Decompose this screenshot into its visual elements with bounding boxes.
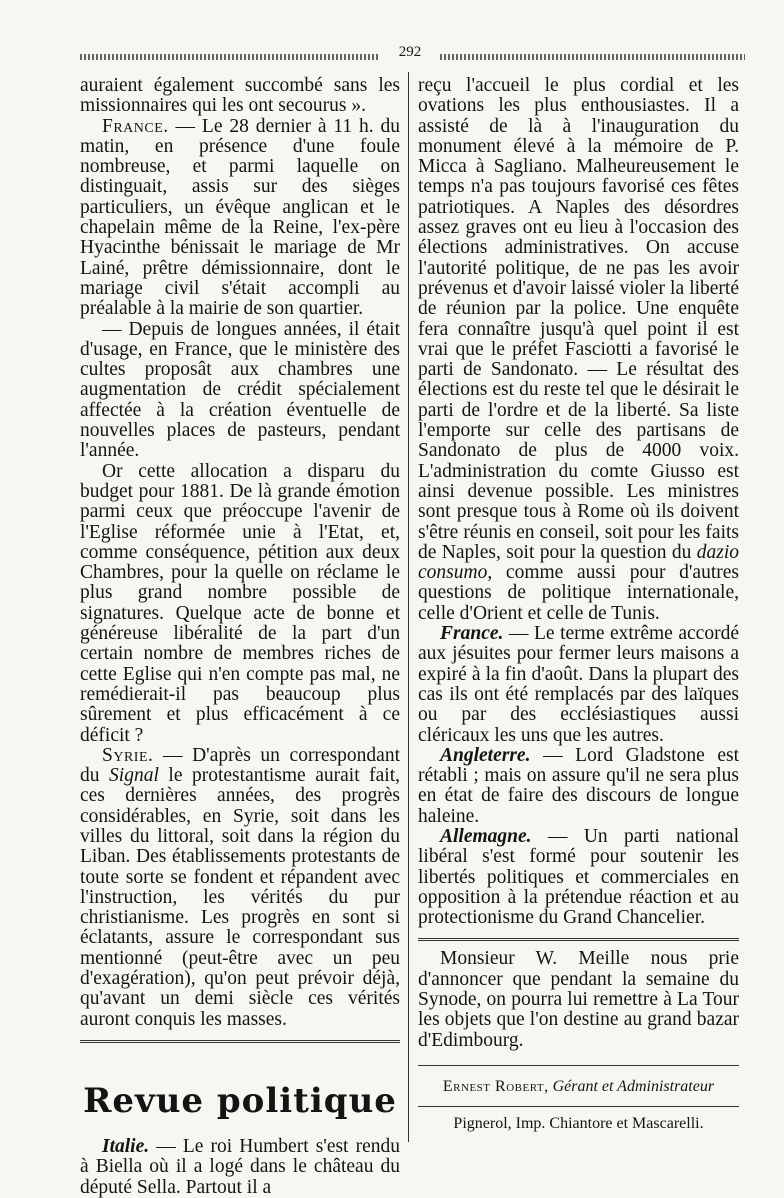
- notice-paragraph: Monsieur W. Meille nous prie d'annoncer que pendant la semaine du Synode, on pourra lui remettre à La Tour les objets que l'on destine au grand bazar d'Edimbourg.: [418, 948, 739, 1051]
- left-column: [80, 76, 400, 1198]
- column-divider: [408, 72, 409, 1142]
- paragraph-syrie: [80, 746, 400, 1030]
- paragraph-text: — Un parti national libéral s'est formé pour soutenir les libertés politiques et commerciales en opposition à la prétendue réaction et au protectionisme du Grand Chancelier.: [418, 825, 739, 929]
- section-separator: [80, 1040, 400, 1043]
- paragraph-france: [418, 624, 739, 746]
- right-column: [418, 76, 739, 1135]
- newspaper-name: Signal: [109, 765, 159, 787]
- section-label: Angleterre.: [440, 744, 531, 766]
- paragraph-allemagne: [418, 827, 739, 928]
- paragraph-text: — Le terme extrême accordé aux jésuites pour fermer leurs maisons a expiré à la fin d'août. Dans la plupart des cas ils ont été remplacés par des laïques ou par des ecclésiastiques aussi cléricaux les uns que les autres.: [418, 623, 739, 746]
- page-header: [80, 44, 745, 66]
- paragraph-text: reçu l'accueil le plus cordial et les ovations les plus enthousiastes. Il a assisté de là à l'inauguration du monument élevé à la mémoire de P. Micca à Sagliano. Malheureusement le temps n'a pas toujours favorisé ces fêtes patriotiques. A Naples des désordres assez graves ont eu lieu à l'occasion des élections administratives. On accuse l'autorité politique, de ne pas les avoir prévenus et d'avoir laissé violer la liberté de réunion par la police. Une enquête fera connaître jusqu'à quel point il est vrai que le préfet Fasciotti a favorisé le parti de Sandonato. — Le résultat des élections est du reste tel que le désirait le parti de l'ordre et de la liberté. Sa liste l'emporte sur celle des partisans de Sandonato de plus de 4000 voix. L'administration du comte Giusso est ainsi devenue possible. Les ministres sont presque tous à Rome où ils doivent s'être réunis en conseil, soit pour les faits de Naples, soit pour la question du: [418, 75, 739, 563]
- ornamental-rule: [440, 54, 745, 60]
- section-label: France.: [440, 623, 504, 645]
- section-label: Allemagne.: [440, 825, 532, 847]
- signature-line: [418, 1076, 739, 1098]
- paragraph-text: — Lord Gladstone est rétabli ; mais on assure qu'il ne sera plus en état de faire des discours de longue haleine.: [418, 744, 739, 827]
- paragraph-text: — Le 28 dernier à 11 h. du matin, en présence d'une foule nombreuse, et parmi laquelle on distinguait, assis sur des sièges particuliers, un évêque anglican et le chapelain même de la Reine, l'ex-père Hyacinthe bénissait le mariage de Mr Lainé, prêtre démissionnaire, dont le mariage civil s'était accompli au préalable à la mairie de son quartier.: [80, 115, 400, 320]
- paragraph-angleterre: [418, 746, 739, 827]
- paragraph-italie: [80, 1137, 400, 1198]
- paragraph-france: [80, 117, 400, 320]
- divider: [418, 1106, 739, 1107]
- paragraph-text: le protestantisme aurait fait, ces dernières années, des progrès considérables, en Syrie, soit dans les villes du littoral, soit dans la région du Liban. Des établissements protestants de toute sorte se fondent et répandent avec l'instruction, les vérités du pur christianisme. Les progrès en sont si éclatants, assure le correspondant sus mentionné (peut-être avec un peu d'exagération), qu'on peut prévoir déjà, qu'avant un demi siècle ces vérités auront conquis les masses.: [80, 765, 401, 1030]
- paragraph: — Depuis de longues années, il était d'usage, en France, que le ministère des cultes proposât aux chambres une augmentation de crédit spécialement affectée à la création éventuelle de nouvelles places de pasteurs, pendant l'année.: [80, 318, 400, 462]
- section-label: Syrie.: [102, 744, 154, 766]
- paragraph-text: — Le roi Humbert s'est rendu à Biella où il a logé dans le château du député Sella. Partout il a: [80, 1135, 400, 1198]
- page-number: 292: [398, 44, 422, 60]
- paragraph-text: — D'après un correspondant du: [80, 744, 400, 787]
- divider: [418, 1065, 739, 1066]
- printer-line: Pignerol, Imp. Chiantore et Mascarelli.: [453, 1114, 704, 1132]
- paragraph-text: , comme aussi pour d'autres questions de politique internationale, celle d'Orient et celle de Tunis.: [418, 562, 739, 624]
- section-title: Revue politique: [83, 1080, 397, 1121]
- ornamental-rule: [80, 54, 380, 60]
- section-label: Italie.: [102, 1135, 150, 1157]
- italic-term: dazio consumo: [418, 541, 739, 584]
- signature-role: Gérant et Administrateur: [548, 1077, 715, 1095]
- paragraph: Or cette allocation a disparu du budget pour 1881. De là grande émotion parmi ceux que préoccupe l'avenir de l'Eglise réformée unie à l'Etat, et, comme conséquence, pétition aux deux Chambres, pour la quelle on réclame le plus grand nombre possible de signatures. Quelque acte de bonne et généreuse libéralité de la part d'un certain nombre de membres riches de cette Eglise qui n'en compte pas mal, ne remédierait-il pas beaucoup plus sûrement et plus efficacément à ce déficit ?: [80, 460, 400, 746]
- signature-name: Ernest Robert,: [442, 1077, 549, 1095]
- paragraph-italie-continued: [418, 76, 739, 624]
- section-separator: [418, 938, 739, 941]
- section-label: France.: [102, 115, 169, 137]
- paragraph: auraient également succombé sans les missionnaires qui les ont secourus ».: [80, 75, 400, 117]
